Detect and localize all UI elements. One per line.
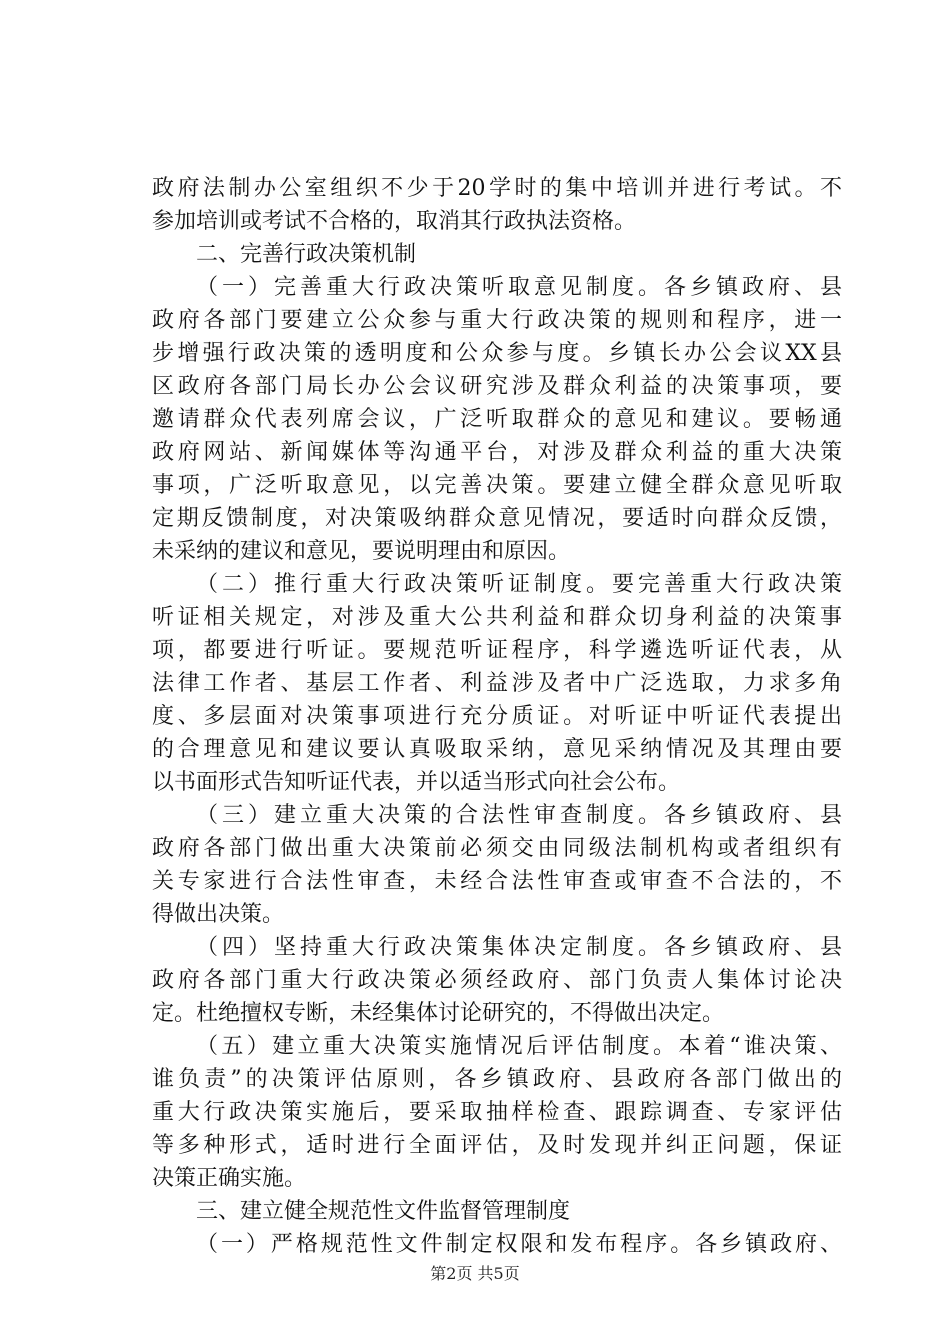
text-line: 未采纳的建议和意见，要说明理由和原因。 bbox=[152, 539, 571, 564]
text-line: （五）建立重大决策实施情况后评估制度。本着“谁决策、 bbox=[196, 1034, 842, 1059]
text-line: 谁负责”的决策评估原则，各乡镇政府、县政府各部门做出的 bbox=[152, 1067, 842, 1092]
text-line: 事项，广泛听取意见，以完善决策。要建立健全群众意见听取 bbox=[152, 473, 842, 498]
text-line: 等多种形式，适时进行全面评估，及时发现并纠正问题，保证 bbox=[152, 1133, 842, 1158]
text-line: （三）建立重大决策的合法性审查制度。各乡镇政府、县 bbox=[196, 803, 842, 828]
text-line: 项，都要进行听证。要规范听证程序，科学遴选听证代表，从 bbox=[152, 638, 842, 663]
text-line: 以书面形式告知听证代表，并以适当形式向社会公布。 bbox=[152, 770, 681, 795]
text-line: 三、建立健全规范性文件监督管理制度 bbox=[196, 1199, 571, 1224]
text-line: 政府各部门要建立公众参与重大行政决策的规则和程序，进一 bbox=[152, 308, 842, 333]
page-number-footer: 第2页 共5页 bbox=[430, 1264, 520, 1283]
text-line: 重大行政决策实施后，要采取抽样检查、跟踪调查、专家评估 bbox=[152, 1100, 842, 1125]
text-line: 政府网站、新闻媒体等沟通平台，对涉及群众利益的重大决策 bbox=[152, 440, 842, 465]
text-line: 定期反馈制度，对决策吸纳群众意见情况，要适时向群众反馈， bbox=[152, 506, 842, 531]
text-line: 决策正确实施。 bbox=[152, 1166, 307, 1191]
text-line: 区政府各部门局长办公会议研究涉及群众利益的决策事项，要 bbox=[152, 374, 842, 399]
text-line: （一）完善重大行政决策听取意见制度。各乡镇政府、县 bbox=[196, 275, 842, 300]
text-line: （四）坚持重大行政决策集体决定制度。各乡镇政府、县 bbox=[196, 935, 842, 960]
text-line: 二、完善行政决策机制 bbox=[196, 242, 417, 267]
document-body bbox=[152, 172, 842, 1261]
text-line: 的合理意见和建议要认真吸取采纳，意见采纳情况及其理由要 bbox=[152, 737, 842, 762]
text-line: 度、多层面对决策事项进行充分质证。对听证中听证代表提出 bbox=[152, 704, 842, 729]
text-line: 法律工作者、基层工作者、利益涉及者中广泛选取，力求多角 bbox=[152, 671, 842, 696]
text-line: 听证相关规定，对涉及重大公共利益和群众切身利益的决策事 bbox=[152, 605, 842, 630]
text-line: 参加培训或考试不合格的，取消其行政执法资格。 bbox=[152, 209, 637, 234]
text-line: 邀请群众代表列席会议，广泛听取群众的意见和建议。要畅通 bbox=[152, 407, 842, 432]
text-line: 政府法制办公室组织不少于20学时的集中培训并进行考试。不 bbox=[152, 176, 842, 201]
text-line: 关专家进行合法性审查，未经合法性审查或审查不合法的，不 bbox=[152, 869, 842, 894]
text-line: 步增强行政决策的透明度和公众参与度。乡镇长办公会议XX县 bbox=[152, 341, 842, 366]
text-line: 得做出决策。 bbox=[152, 902, 285, 927]
text-line: （二）推行重大行政决策听证制度。要完善重大行政决策 bbox=[196, 572, 842, 597]
text-line: （一）严格规范性文件制定权限和发布程序。各乡镇政府、 bbox=[196, 1232, 842, 1257]
text-line: 定。杜绝擅权专断，未经集体讨论研究的，不得做出决定。 bbox=[152, 1001, 725, 1026]
text-line: 政府各部门做出重大决策前必须交由同级法制机构或者组织有 bbox=[152, 836, 842, 861]
text-line: 政府各部门重大行政决策必须经政府、部门负责人集体讨论决 bbox=[152, 968, 842, 993]
